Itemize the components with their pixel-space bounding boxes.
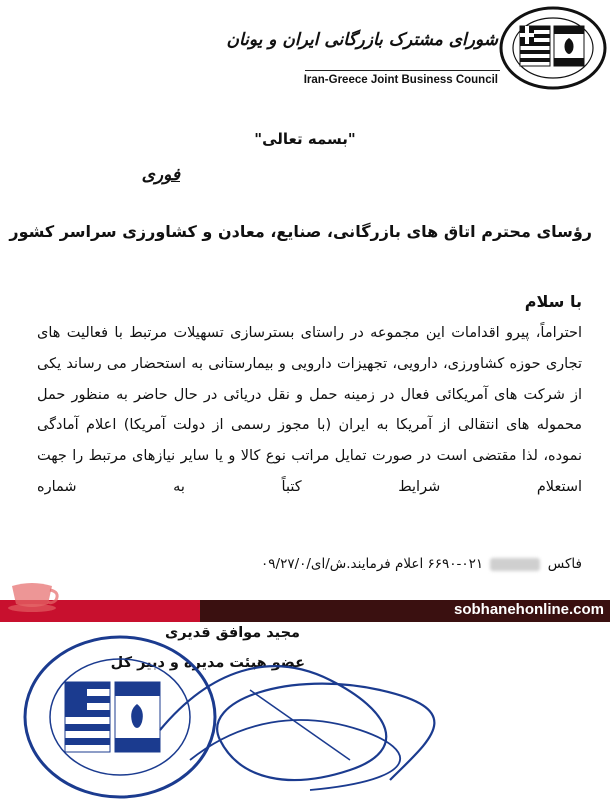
recipients-line: رؤسای محترم اتاق های بازرگانی، صنایع، معادن و کشاورزی سراسر کشور xyxy=(9,222,592,241)
fax-line xyxy=(261,556,582,572)
signatory-name: مجید موافق قدیری xyxy=(164,625,300,641)
teacup-logo-icon xyxy=(4,572,64,622)
signature-scribble xyxy=(150,630,440,800)
greek-flag-icon xyxy=(520,26,550,66)
stamp-greek-flag-icon xyxy=(65,682,110,752)
watermark-site: sobhanehonline.com xyxy=(453,601,604,618)
fax-label: فاکس xyxy=(547,556,582,572)
fax-suffix: اعلام فرمایند.ش/ای/۰۹/۲۷/۰ xyxy=(261,556,424,572)
council-seal-top xyxy=(498,4,608,92)
urgent-label: فوری xyxy=(141,165,180,185)
council-name-persian: شورای مشترک بازرگانی ایران و یونان xyxy=(226,30,498,50)
iran-emblem-icon xyxy=(554,26,584,66)
greeting: با سلام xyxy=(524,292,582,311)
basmala: "بسمه تعالی" xyxy=(254,130,356,148)
letter-body: احتراماً، پیرو اقدامات این مجموعه در راستای بسترسازی تسهیلات مرتبط با فعالیت های تجاری حوزه کشاورزی، دارویی، تجهیزات دارویی و بیمارستانی به استحضار می رساند یکی از شرکت های آمریکائی فعال در زمینه حمل و نقل دریائی در حال حاضر به منظور حمل محموله های انتقالی از آمریکا به ایران (با مجوز رسمی از دولت آمریکا) اعلام آمادگی نموده، لذا مقتضی است در صورت تمایل مراتب نوع کالا و یا سایر نیازهای مرتبط را جهت استعلام شرایط کتباً به شماره xyxy=(37,325,582,495)
council-name-english: Iran-Greece Joint Business Council xyxy=(303,74,498,86)
fax-number: ۰۲۱-۶۶۹۰ xyxy=(427,556,484,572)
redacted-number xyxy=(490,558,540,571)
signatory-title: عضو هیئت مدیره و دبیر کل xyxy=(110,655,305,671)
header-divider xyxy=(305,70,500,71)
